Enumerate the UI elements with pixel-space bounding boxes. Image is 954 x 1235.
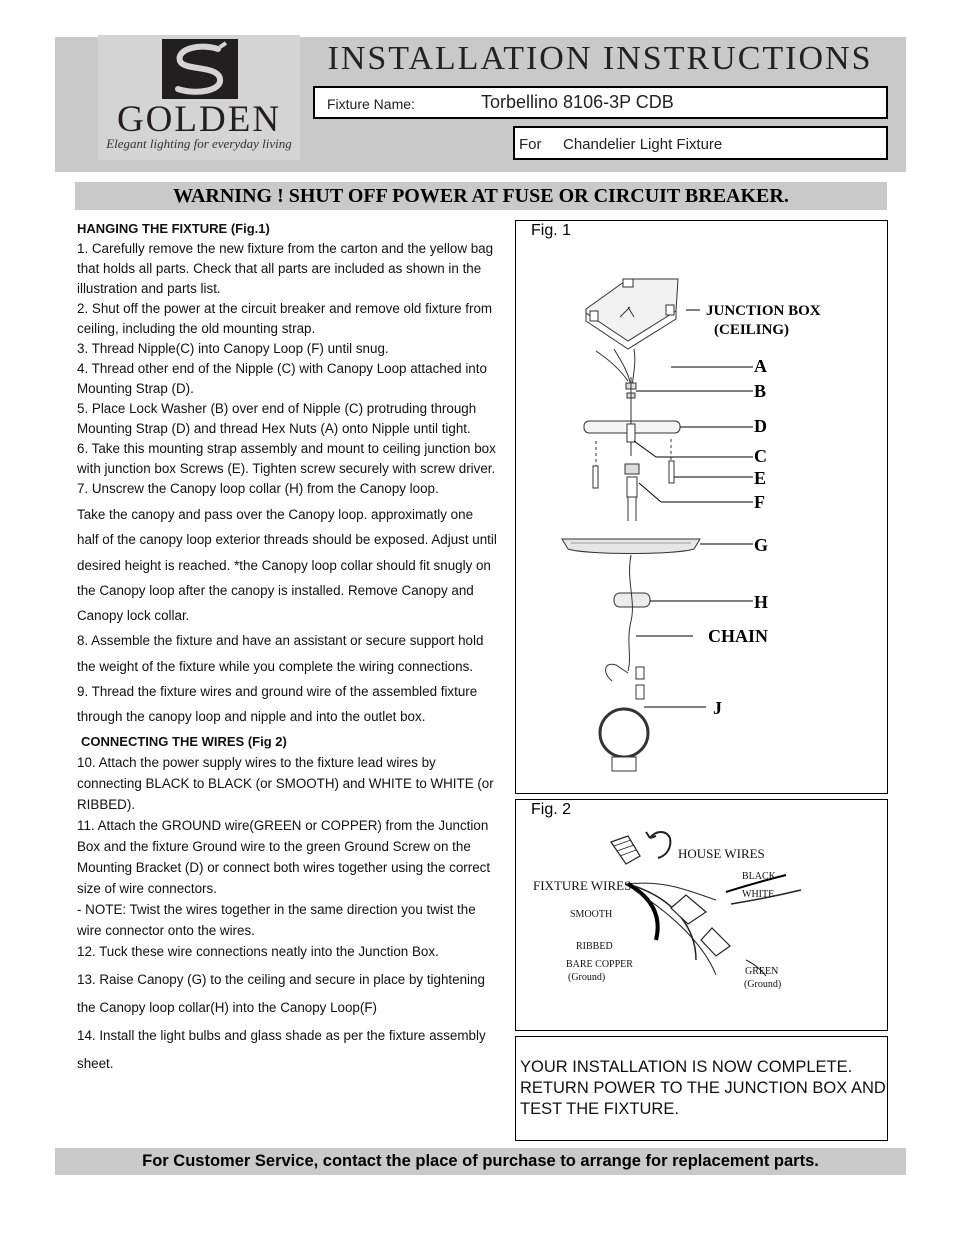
label-ribbed: RIBBED (576, 941, 613, 952)
hanging-step: 6. Take this mounting strap assembly and mount to ceiling junction box with junction box Screws (E). Tighten screw securely with screw driver. (77, 441, 496, 476)
customer-service-footer: For Customer Service, contact the place of purchase to arrange for replacement parts. (55, 1148, 906, 1175)
logo-tagline: Elegant lighting for everyday living (106, 136, 292, 151)
figure-1-label: Fig. 1 (531, 222, 572, 239)
label-ground-green: (Ground) (744, 979, 782, 990)
callout-b: B (754, 381, 767, 401)
fixture-name-label: Fixture Name: (327, 96, 415, 112)
fixture-name-field (313, 86, 888, 119)
hanging-step: Take the canopy and pass over the Canopy loop. approximatly one half of the canopy loop exterior threads should be exposed. Adjust until desired height is reached. *the Canopy loop collar should fit snugly on the Canopy loop after the canopy is installed. Remove Canopy and Canopy lock collar. (77, 507, 497, 624)
wiring-heading: CONNECTING THE WIRES (Fig 2) (81, 733, 287, 749)
instructions-column (77, 221, 497, 1078)
fixture-name-value: Torbellino 8106-3P CDB (481, 92, 674, 112)
hanging-step: 9. Thread the fixture wires and ground wire of the assembled fixture through the canopy loop and nipple and into the outlet box. (77, 684, 478, 725)
page-title: INSTALLATION INSTRUCTIONS (327, 40, 873, 77)
figure-2 (515, 799, 888, 1031)
completion-message: YOUR INSTALLATION IS NOW COMPLETE. RETURN POWER TO THE JUNCTION BOX AND TEST THE FIXTURE. (515, 1036, 888, 1141)
hanging-step: 7. Unscrew the Canopy loop collar (H) from the Canopy loop. (77, 481, 439, 496)
hanging-step: 4. Thread other end of the Nipple (C) with Canopy Loop attached into Mounting Strap (D). (77, 361, 487, 396)
callout-g: G (754, 535, 769, 555)
figure-1 (515, 220, 888, 794)
label-ground-copper: (Ground) (568, 972, 606, 983)
fixture-type-field (513, 126, 888, 160)
wiring-step: 13. Raise Canopy (G) to the ceiling and secure in place by tightening the Canopy loop collar(H) into the Canopy Loop(F) (77, 971, 485, 1015)
label-house-wires: HOUSE WIRES (678, 846, 765, 861)
label-green: GREEN (745, 966, 779, 977)
callout-h: H (754, 592, 769, 612)
callout-junction-box: JUNCTION BOX (706, 303, 821, 319)
callout-e: E (754, 468, 767, 488)
fixture-type-value: Chandelier Light Fixture (563, 136, 723, 153)
callout-j: J (713, 698, 722, 718)
fixture-type-label: For (519, 136, 542, 153)
wiring-diagram (516, 800, 886, 1028)
callout-chain: CHAIN (708, 626, 769, 646)
hanging-heading: HANGING THE FIXTURE (Fig.1) (77, 221, 270, 236)
warning-banner: WARNING ! SHUT OFF POWER AT FUSE OR CIRCUIT BREAKER. (75, 182, 887, 210)
wiring-step: 14. Install the light bulbs and glass shade as per the fixture assembly sheet. (77, 1027, 486, 1071)
hanging-step: 1. Carefully remove the new fixture from the carton and the yellow bag that holds all parts. Check that all parts are included as shown in the illustration and parts list. (77, 241, 494, 296)
label-black: BLACK (742, 871, 776, 882)
label-smooth: SMOOTH (570, 909, 613, 920)
hanging-step: 5. Place Lock Washer (B) over end of Nipple (C) protruding through Mounting Strap (D) and thread Hex Nuts (A) onto Nipple until tight. (77, 401, 477, 436)
hanging-step: 2. Shut off the power at the circuit breaker and remove old fixture from ceiling, including the old mounting strap. (77, 301, 493, 336)
label-fixture-wires: FIXTURE WIRES (533, 878, 632, 893)
hanging-step: 3. Thread Nipple(C) into Canopy Loop (F) until snug. (77, 341, 389, 356)
wiring-step: 11. Attach the GROUND wire(GREEN or COPPER) from the Junction Box and the fixture Ground wire to the green Ground Screw on the Mounting Bracket (D) or connect both wires together using the correct size of wire connectors. (77, 817, 491, 896)
wiring-step: - NOTE: Twist the wires together in the same direction you twist the wire connector onto the wires. (77, 901, 476, 938)
label-white: WHITE (742, 889, 775, 900)
callout-a: A (754, 356, 767, 376)
logo-emblem-icon (160, 37, 240, 101)
label-bare-copper: BARE COPPER (566, 959, 633, 970)
fixture-exploded-diagram (516, 221, 886, 791)
wiring-step: 12. Tuck these wire connections neatly into the Junction Box. (77, 943, 439, 959)
hanging-step: 8. Assemble the fixture and have an assistant or secure support hold the weight of the fixture while you complete the wiring connections. (77, 633, 484, 674)
logo-wordmark: GOLDEN (116, 99, 282, 140)
callout-f: F (754, 492, 765, 512)
callout-d: D (754, 416, 767, 436)
figure-2-label: Fig. 2 (531, 801, 572, 818)
callout-ceiling: (CEILING) (714, 322, 790, 338)
wiring-step: 10. Attach the power supply wires to the fixture lead wires by connecting BLACK to BLACK (or SMOOTH) and WHITE to WHITE (or RIBBED). (77, 754, 494, 812)
callout-c: C (754, 446, 767, 466)
